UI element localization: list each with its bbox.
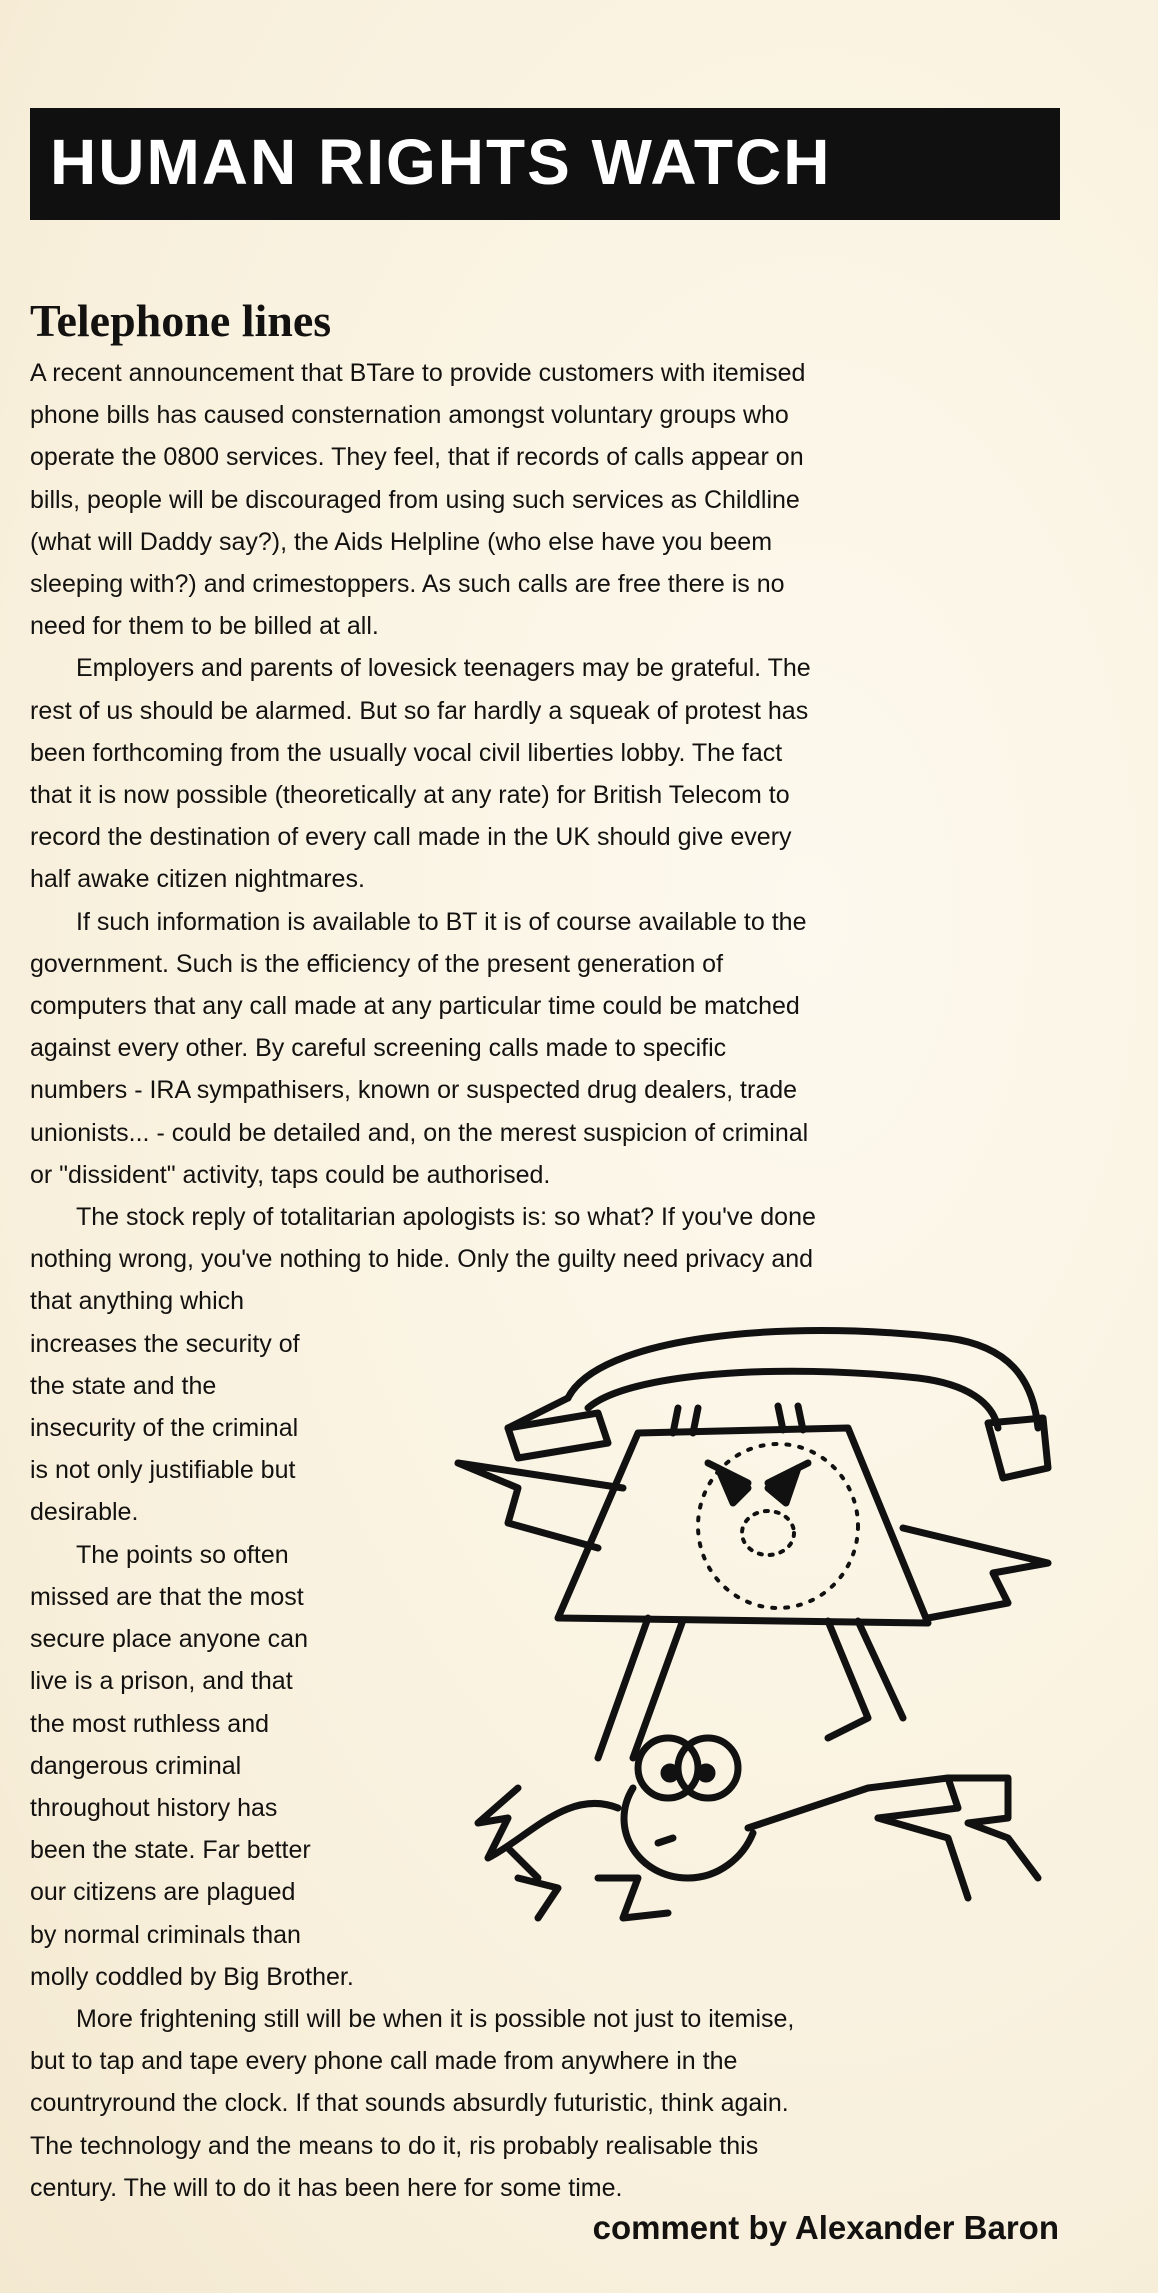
body-line: (what will Daddy say?), the Aids Helpline (who else have you beem [30, 527, 773, 556]
body-line: is not only justifiable but [30, 1456, 296, 1485]
body-line: More frightening still will be when it is possible not just to itemise, [76, 2004, 795, 2033]
body-line: or "dissident" activity, taps could be authorised. [30, 1160, 551, 1189]
body-line: the most ruthless and [30, 1709, 270, 1738]
body-line: but to tap and tape every phone call made from anywhere in the [30, 2047, 738, 2076]
body-line: operate the 0800 services. They feel, that if records of calls appear on [30, 443, 804, 472]
body-line: bills, people will be discouraged from using such services as Childline [30, 485, 800, 514]
byline: comment by Alexander Baron [592, 2209, 1059, 2246]
cartoon-illustration [448, 1318, 1068, 1928]
body-line: record the destination of every call made in the UK should give every [30, 823, 792, 852]
body-line: A recent announcement that BTare to provide customers with itemised [30, 359, 806, 387]
section-banner [30, 108, 1060, 220]
body-line: If such information is available to BT it is of course available to the [76, 907, 807, 936]
body-line: desirable. [30, 1498, 139, 1527]
article-body [30, 352, 1070, 2209]
body-line: throughout history has [30, 1793, 278, 1822]
body-line: government. Such is the efficiency of the present generation of [30, 949, 724, 978]
body-line: countryround the clock. If that sounds absurdly futuristic, think again. [30, 2089, 789, 2118]
body-line: The stock reply of totalitarian apologists is: so what? If you've done [76, 1203, 816, 1232]
man-figure [478, 1738, 1038, 1918]
body-line: need for them to be billed at all. [30, 612, 379, 641]
body-line: computers that any call made at any particular time could be matched [30, 992, 800, 1021]
body-line: dangerous criminal [30, 1751, 242, 1780]
body-line: the state and the [30, 1371, 217, 1400]
banner-title: HUMAN RIGHTS WATCH [50, 126, 832, 198]
body-line: half awake citizen nightmares. [30, 865, 365, 894]
wings [458, 1463, 1048, 1618]
body-line: sleeping with?) and crimestoppers. As such calls are free there is no [30, 570, 785, 599]
body-line: missed are that the most [30, 1582, 304, 1611]
body-line: that anything which [30, 1287, 245, 1316]
body-line: molly coddled by Big Brother. [30, 1962, 354, 1991]
telephone-body [558, 1428, 928, 1623]
body-line: Employers and parents of lovesick teenagers may be grateful. The [76, 654, 811, 683]
body-line: our citizens are plagued [30, 1878, 296, 1907]
body-line: rest of us should be alarmed. But so far hardly a squeak of protest has [30, 696, 809, 725]
body-line: been forthcoming from the usually vocal civil liberties lobby. The fact [30, 738, 783, 767]
body-line: unionists... - could be detailed and, on the merest suspicion of criminal [30, 1118, 809, 1147]
body-line: by normal criminals than [30, 1920, 301, 1949]
body-line: increases the security of [30, 1329, 300, 1358]
body-line: The technology and the means to do it, ris probably realisable this [30, 2131, 759, 2160]
body-line: nothing wrong, you've nothing to hide. Only the guilty need privacy and [30, 1245, 814, 1274]
body-line: live is a prison, and that [30, 1667, 293, 1696]
legs [598, 1618, 903, 1758]
body-line: The points so often [76, 1540, 289, 1569]
body-line: phone bills has caused consternation amongst voluntary groups who [30, 401, 789, 430]
body-line: against every other. By careful screening calls made to specific [30, 1034, 727, 1063]
body-line: been the state. Far better [30, 1836, 311, 1865]
body-line: century. The will to do it has been here for some time. [30, 2173, 623, 2202]
article-headline: Telephone lines [30, 295, 332, 346]
body-line: insecurity of the criminal [30, 1414, 299, 1443]
body-line: that it is now possible (theoretically at any rate) for British Telecom to [30, 781, 790, 810]
body-line: secure place anyone can [30, 1625, 308, 1654]
body-line: numbers - IRA sympathisers, known or suspected drug dealers, trade [30, 1076, 798, 1105]
